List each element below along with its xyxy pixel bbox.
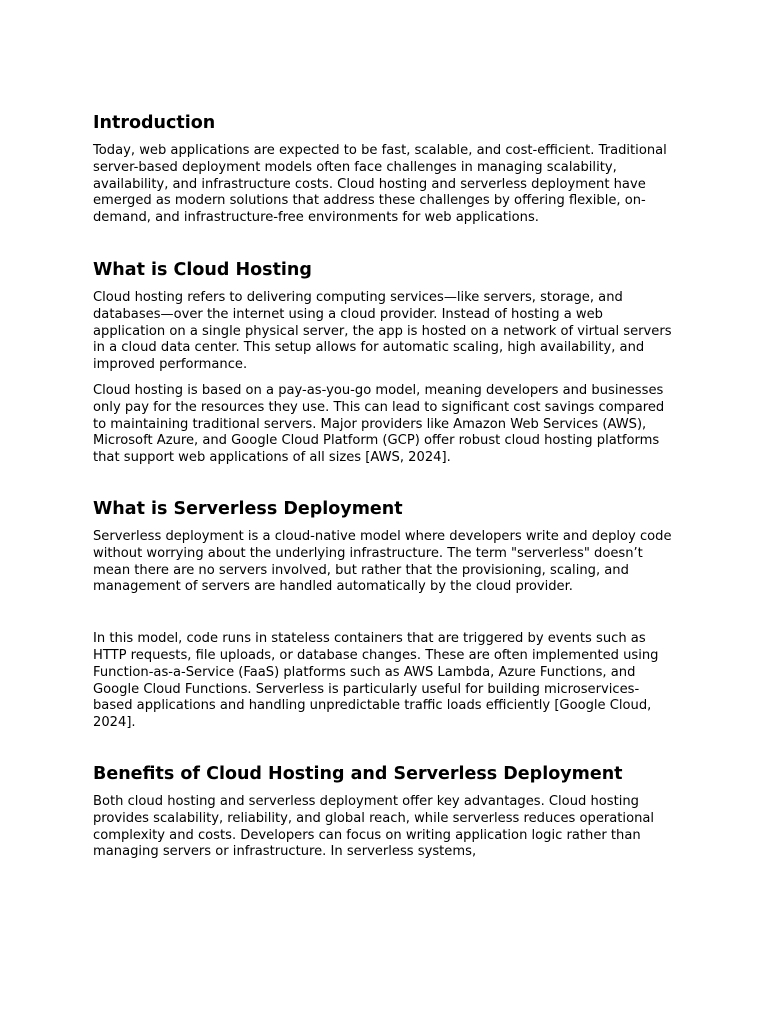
section-benefits	[93, 762, 677, 861]
section-serverless-deployment	[93, 497, 677, 732]
document-body	[93, 111, 677, 870]
section-heading: Benefits of Cloud Hosting and Serverless Deployment	[93, 763, 623, 784]
paragraph: Cloud hosting refers to delivering computing services—like servers, storage, and databases—over the internet using a cloud provider. Instead of hosting a web application on a single physical server, the app is hosted on a network of virtual servers in a cloud data center. This setup allows for automatic scaling, high availability, and improved performance.	[93, 289, 672, 373]
section-heading: What is Cloud Hosting	[93, 259, 312, 280]
section-cloud-hosting	[93, 258, 677, 467]
paragraph: Both cloud hosting and serverless deployment offer key advantages. Cloud hosting provides scalability, reliability, and global reach, while serverless reduces operational complexity and costs. Developers can focus on writing application logic rather than managing servers or infrastructure. In serverless systems,	[93, 793, 655, 860]
paragraph: Cloud hosting is based on a pay-as-you-go model, meaning developers and businesses only pay for the resources they use. This can lead to significant cost savings compared to maintaining traditional servers. Major providers like Amazon Web Services (AWS), Microsoft Azure, and Google Cloud Platform (GCP) offer robust cloud hosting platforms that support web applications of all sizes [AWS, 2024].	[93, 382, 665, 466]
paragraph: In this model, code runs in stateless containers that are triggered by events such as HTTP requests, file uploads, or database changes. These are often implemented using Function-as-a-Service (FaaS) platforms such as AWS Lambda, Azure Functions, and Google Cloud Functions. Serverless is particularly useful for building microservices-based applications and handling unpredictable traffic loads efficiently [Google Cloud, 2024].	[93, 631, 659, 731]
paragraph: Serverless deployment is a cloud-native model where developers write and deploy code without worrying about the underlying infrastructure. The term "serverless" doesn’t mean there are no servers involved, but rather that the provisioning, scaling, and management of servers are handled automatically by the cloud provider.	[93, 528, 672, 595]
section-introduction	[93, 111, 677, 227]
paragraph: Today, web applications are expected to be fast, scalable, and cost-efficient. Traditional server-based deployment models often face challenges in managing scalability, availability, and infrastructure costs. Cloud hosting and serverless deployment have emerged as modern solutions that address these challenges by offering flexible, on-demand, and infrastructure-free environments for web applications.	[93, 143, 667, 226]
section-heading: What is Serverless Deployment	[93, 498, 403, 519]
section-heading: Introduction	[93, 113, 216, 133]
